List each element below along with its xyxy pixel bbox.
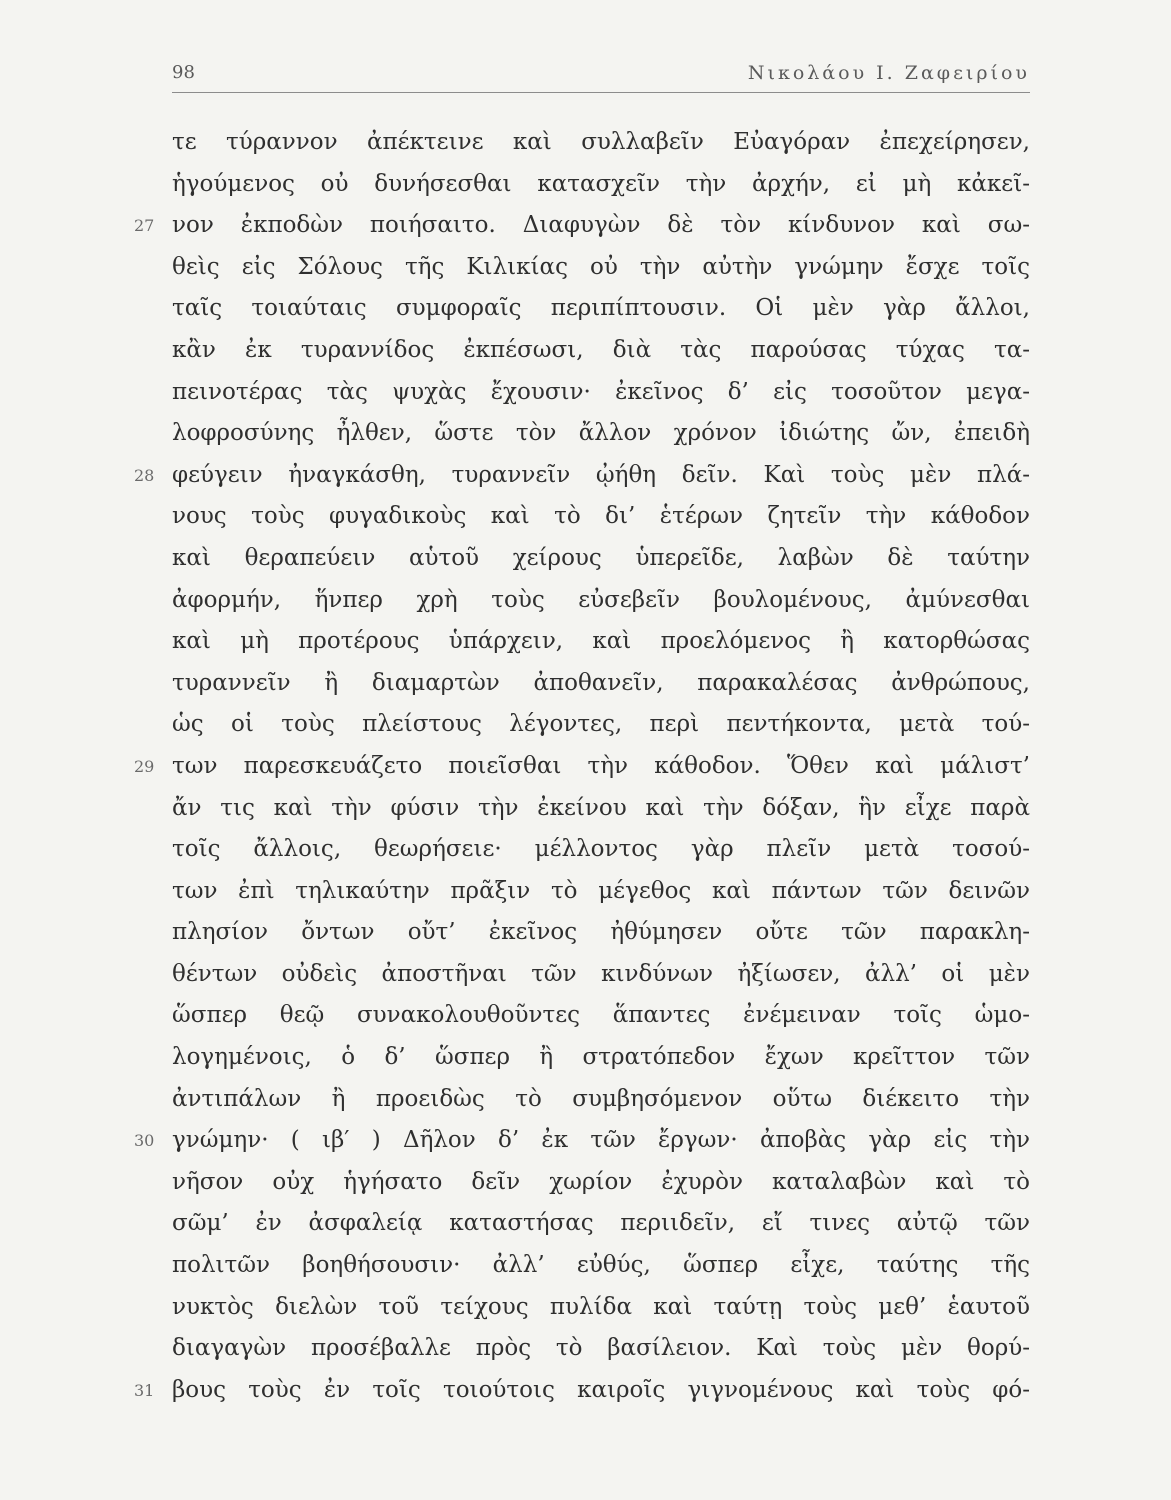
text-line bbox=[172, 954, 1030, 996]
line-text: νους τοὺς φυγαδικοὺς καὶ τὸ δι’ ἑτέρων ζητεῖν τὴν κάθοδον bbox=[172, 503, 1030, 530]
line-text: νῆσον οὐχ ἡγήσατο δεῖν χωρίον ἐχυρὸν καταλαβὼν καὶ τὸ bbox=[172, 1168, 1030, 1195]
text-line bbox=[172, 1245, 1030, 1287]
text-line bbox=[172, 288, 1030, 330]
text-line bbox=[134, 1370, 1030, 1412]
text-line bbox=[134, 455, 1030, 497]
text-line bbox=[172, 164, 1030, 206]
line-text: ταῖς τοιαύταις συμφοραῖς περιπίπτουσιν. Οἱ μὲν γὰρ ἄλλοι, bbox=[172, 295, 1030, 322]
text-line bbox=[172, 871, 1030, 913]
line-text: καὶ μὴ προτέρους ὑπάρχειν, καὶ προελόμενος ἢ κατορθώσας bbox=[172, 628, 1030, 655]
text-line bbox=[172, 580, 1030, 622]
line-text: των ἐπὶ τηλικαύτην πρᾶξιν τὸ μέγεθος καὶ πάντων τῶν δεινῶν bbox=[172, 877, 1030, 904]
text-line bbox=[172, 621, 1030, 663]
text-line bbox=[172, 1037, 1030, 1079]
text-line bbox=[172, 122, 1030, 164]
text-line bbox=[172, 330, 1030, 372]
line-text: σῶμ’ ἐν ἀσφαλείᾳ καταστήσας περιιδεῖν, εἴ τινες αὐτῷ τῶν bbox=[172, 1210, 1030, 1237]
line-text: νυκτὸς διελὼν τοῦ τείχους πυλίδα καὶ ταύτῃ τοὺς μεθ’ ἑαυτοῦ bbox=[172, 1293, 1030, 1320]
body-text bbox=[134, 122, 1030, 1411]
line-text: πεινοτέρας τὰς ψυχὰς ἔχουσιν· ἐκεῖνος δ’ εἰς τοσοῦτον μεγα- bbox=[172, 378, 1030, 405]
text-line bbox=[172, 1287, 1030, 1329]
line-text: ἀφορμήν, ἥνπερ χρὴ τοὺς εὐσεβεῖν βουλομένους, ἀμύνεσθαι bbox=[172, 586, 1030, 613]
line-text: λοφροσύνης ἦλθεν, ὥστε τὸν ἄλλον χρόνον ἰδιώτης ὤν, ἐπειδὴ bbox=[172, 420, 1030, 447]
line-text: τοῖς ἄλλοις, θεωρήσειε· μέλλοντος γὰρ πλεῖν μετὰ τοσού- bbox=[172, 836, 1030, 863]
line-text: ὡς οἱ τοὺς πλείστους λέγοντες, περὶ πεντήκοντα, μετὰ τού- bbox=[172, 711, 1030, 738]
section-number: 27 bbox=[134, 216, 155, 236]
page-header bbox=[172, 62, 1030, 92]
page-number: 98 bbox=[172, 62, 195, 83]
text-line bbox=[172, 538, 1030, 580]
text-line bbox=[172, 1162, 1030, 1204]
text-line bbox=[172, 788, 1030, 830]
line-text: θέντων οὐδεὶς ἀποστῆναι τῶν κινδύνων ἠξίωσεν, ἀλλ’ οἱ μὲν bbox=[172, 960, 1030, 987]
line-text: φεύγειν ἠναγκάσθη, τυραννεῖν ᾠήθη δεῖν. Καὶ τοὺς μὲν πλά- bbox=[172, 461, 1030, 488]
line-text: βους τοὺς ἐν τοῖς τοιούτοις καιροῖς γιγνομένους καὶ τοὺς φό- bbox=[172, 1376, 1030, 1403]
line-text: τε τύραννον ἀπέκτεινε καὶ συλλαβεῖν Εὐαγόραν ἐπεχείρησεν, bbox=[172, 129, 1030, 155]
text-line bbox=[172, 704, 1030, 746]
line-text: ἄν τις καὶ τὴν φύσιν τὴν ἐκείνου καὶ τὴν δόξαν, ἣν εἶχε παρὰ bbox=[172, 794, 1030, 821]
text-line bbox=[172, 413, 1030, 455]
line-text: τυραννεῖν ἢ διαμαρτὼν ἀποθανεῖν, παρακαλέσας ἀνθρώπους, bbox=[172, 669, 1030, 696]
line-text: ὥσπερ θεῷ συνακολουθοῦντες ἅπαντες ἐνέμειναν τοῖς ὡμο- bbox=[172, 1002, 1030, 1029]
section-number: 31 bbox=[134, 1380, 155, 1400]
line-text: πλησίον ὄντων οὔτ’ ἐκεῖνος ἠθύμησεν οὔτε τῶν παρακλη- bbox=[172, 919, 1030, 946]
line-text: λογημένοις, ὁ δ’ ὥσπερ ἢ στρατόπεδον ἔχων κρεῖττον τῶν bbox=[172, 1044, 1030, 1071]
text-line bbox=[172, 663, 1030, 705]
running-title: Νικολάου Ι. Ζαφειρίου bbox=[747, 62, 1030, 84]
line-text: ἀντιπάλων ἢ προειδὼς τὸ συμβησόμενον οὕτω διέκειτο τὴν bbox=[172, 1085, 1030, 1112]
text-line bbox=[172, 995, 1030, 1037]
text-line bbox=[172, 829, 1030, 871]
line-text: γνώμην· ( ιβ′ ) Δῆλον δ’ ἐκ τῶν ἔργων· ἀποβὰς γὰρ εἰς τὴν bbox=[172, 1127, 1030, 1154]
line-text: ἡγούμενος οὐ δυνήσεσθαι κατασχεῖν τὴν ἀρχήν, εἰ μὴ κἀκεῖ- bbox=[172, 170, 1030, 197]
text-line bbox=[134, 1120, 1030, 1162]
text-line bbox=[172, 912, 1030, 954]
text-line bbox=[172, 372, 1030, 414]
section-number: 30 bbox=[134, 1131, 155, 1151]
text-line bbox=[172, 1203, 1030, 1245]
text-line bbox=[172, 496, 1030, 538]
line-text: των παρεσκευάζετο ποιεῖσθαι τὴν κάθοδον. Ὅθεν καὶ μάλιστ’ bbox=[172, 752, 1030, 779]
line-text: καὶ θεραπεύειν αὑτοῦ χείρους ὑπερεῖδε, λαβὼν δὲ ταύτην bbox=[172, 544, 1030, 571]
text-line bbox=[172, 1328, 1030, 1370]
line-text: νον ἐκποδὼν ποιήσαιτο. Διαφυγὼν δὲ τὸν κίνδυνον καὶ σω- bbox=[172, 212, 1030, 239]
text-line bbox=[134, 746, 1030, 788]
section-number: 28 bbox=[134, 465, 155, 485]
line-text: θεὶς εἰς Σόλους τῆς Κιλικίας οὐ τὴν αὐτὴν γνώμην ἔσχε τοῖς bbox=[172, 253, 1030, 280]
header-rule bbox=[172, 92, 1030, 93]
line-text: κἂν ἐκ τυραννίδος ἐκπέσωσι, διὰ τὰς παρούσας τύχας τα- bbox=[172, 336, 1030, 363]
line-text: πολιτῶν βοηθήσουσιν· ἀλλ’ εὐθύς, ὥσπερ εἶχε, ταύτης τῆς bbox=[172, 1252, 1030, 1279]
line-text: διαγαγὼν προσέβαλλε πρὸς τὸ βασίλειον. Καὶ τοὺς μὲν θορύ- bbox=[172, 1335, 1030, 1362]
text-line bbox=[134, 205, 1030, 247]
text-line bbox=[172, 1079, 1030, 1121]
section-number: 29 bbox=[134, 756, 155, 776]
text-line bbox=[172, 247, 1030, 289]
